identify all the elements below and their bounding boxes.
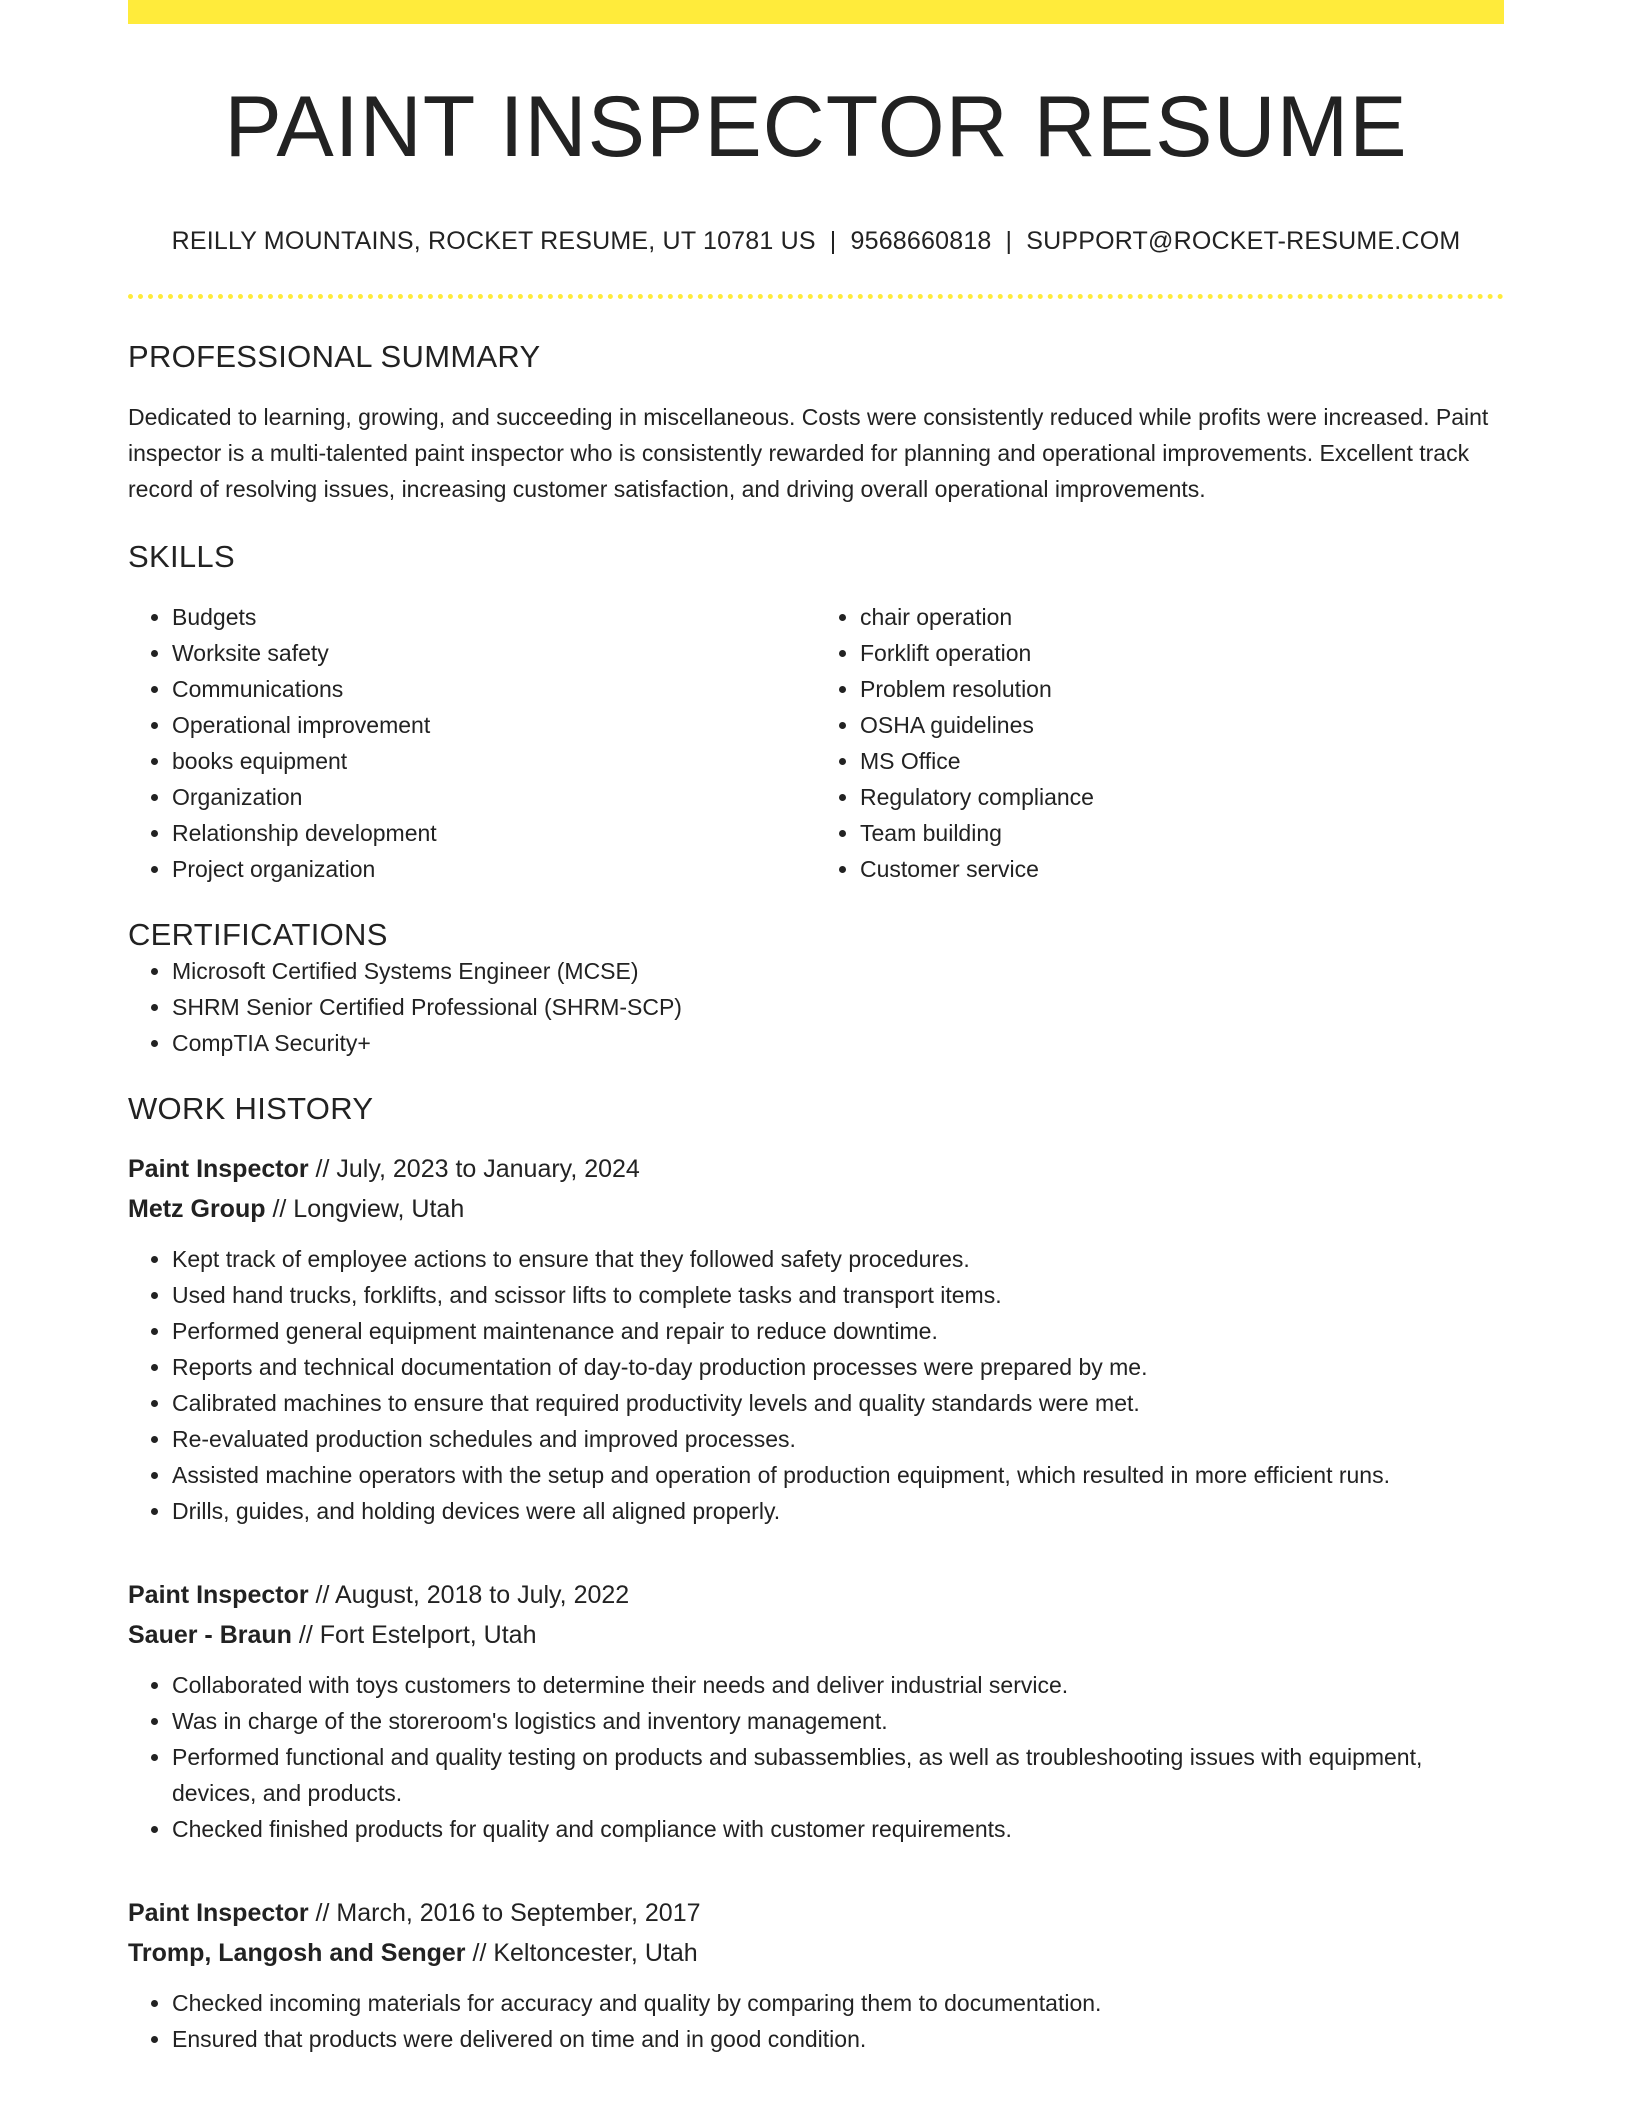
job-divider: //	[308, 1154, 337, 1183]
job-role-line	[128, 1149, 1504, 1189]
job-duty: • Was in charge of the storeroom's logistics and inventory management.	[172, 1703, 1504, 1739]
dotted-divider	[128, 294, 1504, 299]
job-divider: //	[265, 1194, 294, 1223]
certification-item: • SHRM Senior Certified Professional (SHRM-SCP)	[172, 989, 1504, 1025]
skill-item: • Problem resolution	[860, 671, 1504, 707]
job-dates: August, 2018 to July, 2022	[335, 1580, 630, 1609]
certification-item: • CompTIA Security+	[172, 1025, 1504, 1061]
job-duty: • Performed functional and quality testing on products and subassemblies, as well as troubleshooting issues with equipment, devices, and products.	[172, 1739, 1504, 1811]
job-duty: • Collaborated with toys customers to determine their needs and deliver industrial service.	[172, 1667, 1504, 1703]
job-entry	[128, 1149, 1504, 1529]
contact-separator: |	[1005, 226, 1013, 255]
job-role: Paint Inspector	[128, 1580, 309, 1609]
certifications-list	[128, 953, 1504, 1061]
skills-heading: SKILLS	[128, 538, 235, 574]
job-entry	[128, 1893, 1504, 2057]
job-entry	[128, 1575, 1504, 1847]
skill-item: • Communications	[172, 671, 816, 707]
contact-line	[128, 227, 1504, 256]
contact-phone: 9568660818	[850, 226, 992, 255]
job-divider: //	[291, 1620, 320, 1649]
skills-left-list	[128, 599, 816, 887]
skill-item: • Operational improvement	[172, 707, 816, 743]
skill-item: • books equipment	[172, 743, 816, 779]
job-divider: //	[465, 1938, 494, 1967]
job-role: Paint Inspector	[128, 1898, 309, 1927]
skill-item: • Regulatory compliance	[860, 779, 1504, 815]
skill-item: • Forklift operation	[860, 635, 1504, 671]
job-company: Metz Group	[128, 1194, 266, 1223]
summary-heading: PROFESSIONAL SUMMARY	[128, 338, 541, 374]
job-role-line	[128, 1575, 1504, 1615]
job-duty: • Checked incoming materials for accuracy and quality by comparing them to documentation.	[172, 1985, 1504, 2021]
job-divider: //	[308, 1580, 335, 1609]
job-company-line	[128, 1933, 1504, 1973]
job-location: Keltoncester, Utah	[493, 1938, 698, 1967]
skill-item: • Relationship development	[172, 815, 816, 851]
skill-item: • Worksite safety	[172, 635, 816, 671]
job-divider: //	[308, 1898, 337, 1927]
job-dates: July, 2023 to January, 2024	[336, 1154, 640, 1183]
job-duty: • Re-evaluated production schedules and improved processes.	[172, 1421, 1504, 1457]
skills-right-list	[816, 599, 1504, 887]
job-duty: • Checked finished products for quality and compliance with customer requirements.	[172, 1811, 1504, 1847]
work-history-heading: WORK HISTORY	[128, 1090, 374, 1126]
skill-item: • chair operation	[860, 599, 1504, 635]
job-duty: • Ensured that products were delivered on time and in good condition.	[172, 2021, 1504, 2057]
resume-title: PAINT INSPECTOR RESUME	[224, 79, 1408, 175]
contact-email: SUPPORT@ROCKET-RESUME.COM	[1026, 226, 1461, 255]
skills-columns	[128, 599, 1504, 887]
skill-item: • MS Office	[860, 743, 1504, 779]
job-location: Longview, Utah	[293, 1194, 465, 1223]
job-role-line	[128, 1893, 1504, 1933]
accent-bar	[128, 0, 1504, 24]
job-company: Tromp, Langosh and Senger	[128, 1938, 466, 1967]
skill-item: • Organization	[172, 779, 816, 815]
skill-item: • Team building	[860, 815, 1504, 851]
job-dates: March, 2016 to September, 2017	[336, 1898, 701, 1927]
job-location: Fort Estelport, Utah	[319, 1620, 537, 1649]
job-duties-list	[128, 1241, 1504, 1529]
job-duty: • Calibrated machines to ensure that required productivity levels and quality standards were met.	[172, 1385, 1504, 1421]
certifications-heading: CERTIFICATIONS	[128, 916, 388, 952]
skill-item: • Budgets	[172, 599, 816, 635]
job-role: Paint Inspector	[128, 1154, 309, 1183]
job-duty: • Assisted machine operators with the setup and operation of production equipment, which resulted in more efficient runs.	[172, 1457, 1504, 1493]
contact-separator: |	[829, 226, 837, 255]
job-company: Sauer - Braun	[128, 1620, 292, 1649]
job-company-line	[128, 1615, 1504, 1655]
skill-item: • Project organization	[172, 851, 816, 887]
job-company-line	[128, 1189, 1504, 1229]
resume-page	[128, 0, 1504, 2057]
job-duty: • Drills, guides, and holding devices were all aligned properly.	[172, 1493, 1504, 1529]
job-duty: • Reports and technical documentation of day-to-day production processes were prepared by me.	[172, 1349, 1504, 1385]
job-duties-list	[128, 1667, 1504, 1847]
summary-text: Dedicated to learning, growing, and succeeding in miscellaneous. Costs were consistently reduced while profits were increased. Paint inspector is a multi-talented paint inspector who is consistently rewarded for planning and operational improvements. Excellent track record of resolving issues, increasing customer satisfaction, and driving overall operational improvements.	[128, 403, 1489, 502]
skill-item: • OSHA guidelines	[860, 707, 1504, 743]
job-duty: • Performed general equipment maintenance and repair to reduce downtime.	[172, 1313, 1504, 1349]
job-duties-list	[128, 1985, 1504, 2057]
contact-address: REILLY MOUNTAINS, ROCKET RESUME, UT 10781 US	[171, 226, 816, 255]
job-duty: • Kept track of employee actions to ensure that they followed safety procedures.	[172, 1241, 1504, 1277]
job-duty: • Used hand trucks, forklifts, and scissor lifts to complete tasks and transport items.	[172, 1277, 1504, 1313]
certification-item: • Microsoft Certified Systems Engineer (MCSE)	[172, 953, 1504, 989]
skill-item: • Customer service	[860, 851, 1504, 887]
